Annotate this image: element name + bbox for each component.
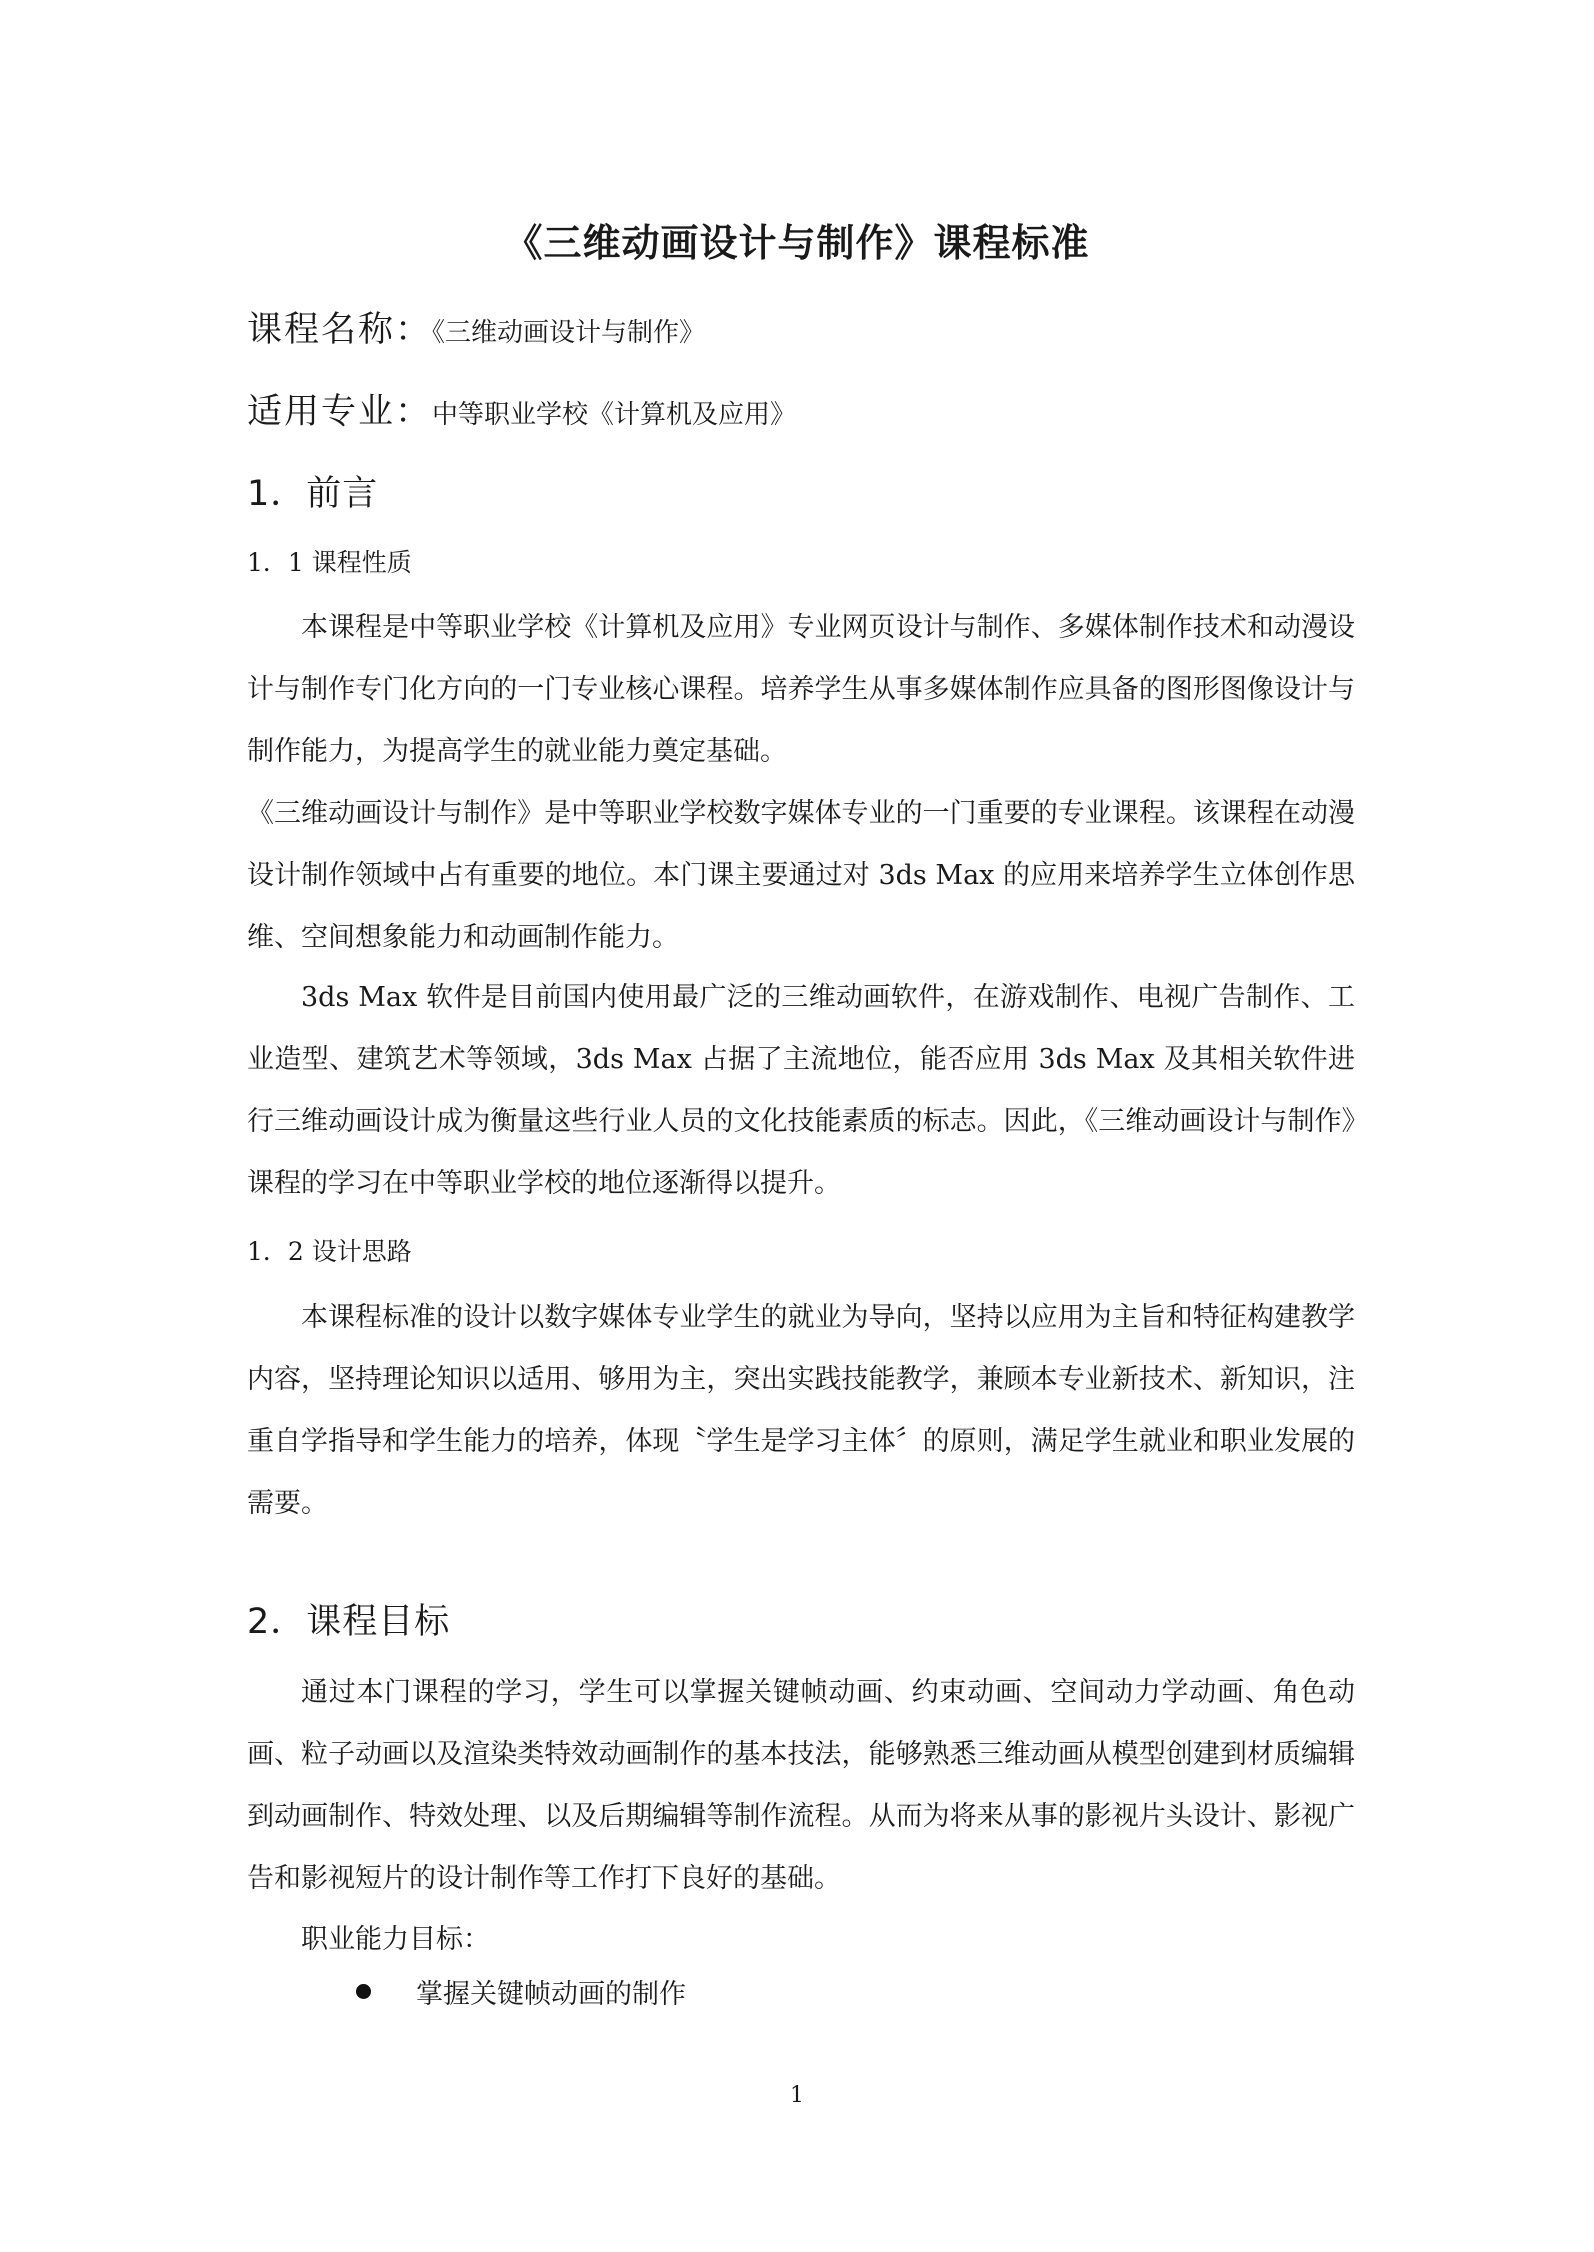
paragraph-nature-2: 《三维动画设计与制作》是中等职业学校数字媒体专业的一门重要的专业课程。该课程在动漫设计制作领域中占有重要的地位。本门课主要通过对 3ds Max 的应用来培养学生立体创作思维、空间想象能力和动画制作能力。 — [247, 798, 1355, 953]
paragraph-goals-1: 通过本门课程的学习，学生可以掌握关键帧动画、约束动画、空间动力学动画、角色动画、粒子动画以及渲染类特效动画制作的基本技法，能够熟悉三维动画从模型创建到材质编辑到动画制作、特效处理、以及后期编辑等制作流程。从而为将来从事的影视片头设计、影视广告和影视短片的设计制作等工作打下良好的基础。 — [247, 1677, 1355, 1894]
ability-goals-label: 职业能力目标： — [301, 1924, 490, 1955]
page-title: 《三维动画设计与制作》课程标准 — [504, 221, 1090, 265]
subsection-heading-nature: 1．1 课程性质 — [247, 548, 412, 577]
major-value: 中等职业学校《计算机及应用》 — [432, 400, 797, 430]
paragraph-design-1: 本课程标准的设计以数字媒体专业学生的就业为导向，坚持以应用为主旨和特征构建教学内容，坚持理论知识以适用、够用为主，突出实践技能教学，兼顾本专业新技术、新知识，注重自学指导和学生能力的培养，体现〝学生是学习主体〞的原则，满足学生就业和职业发展的需要。 — [247, 1302, 1355, 1519]
page-number: 1 — [790, 2083, 804, 2108]
major-line — [247, 384, 796, 434]
paragraph-nature-1: 本课程是中等职业学校《计算机及应用》专业网页设计与制作、多媒体制作技术和动漫设计与制作专门化方向的一门专业核心课程。培养学生从事多媒体制作应具备的图形图像设计与制作能力，为提高学生的就业能力奠定基础。 — [247, 612, 1355, 767]
paragraph-nature-3: 3ds Max 软件是目前国内使用最广泛的三维动画软件，在游戏制作、电视广告制作、工业造型、建筑艺术等领域，3ds Max 占据了主流地位，能否应用 3ds Max 及其相关软件进行三维动画设计成为衡量这些行业人员的文化技能素质的标志。因此，《三维动画设计与制作》课程的学习在中等职业学校的地位逐渐得以提升。 — [247, 982, 1355, 1199]
bullet-icon — [356, 1984, 371, 1999]
major-label: 适用专业： — [247, 392, 433, 432]
list-item — [356, 1972, 686, 2011]
course-name-line — [247, 302, 705, 352]
course-name-value: 《三维动画设计与制作》 — [432, 318, 706, 348]
course-name-label: 课程名称： — [247, 310, 433, 350]
subsection-heading-design: 1．2 设计思路 — [247, 1237, 412, 1266]
section-heading-preface: 1．前言 — [247, 474, 379, 514]
list-item-text: 掌握关键帧动画的制作 — [416, 1979, 686, 2010]
section-heading-goals: 2．课程目标 — [247, 1602, 451, 1642]
